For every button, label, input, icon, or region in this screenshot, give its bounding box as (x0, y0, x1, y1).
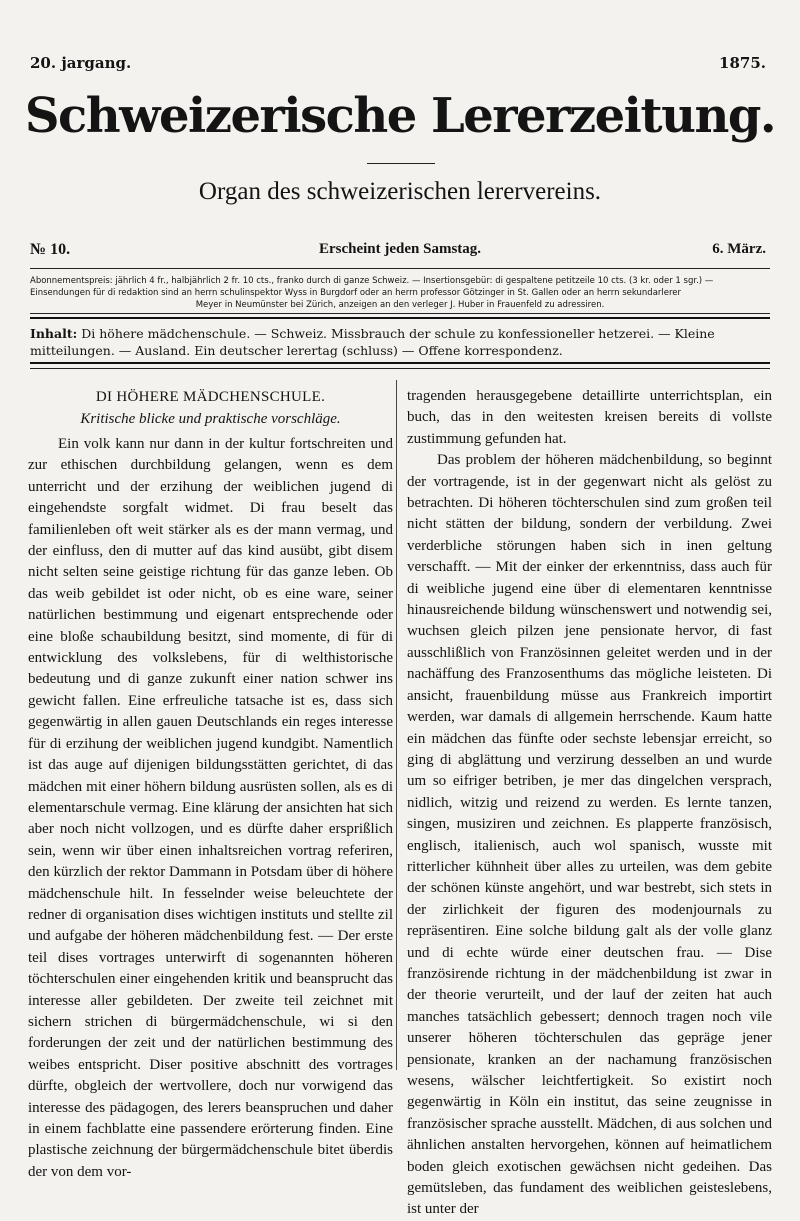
masthead-subtitle: Organ des schweizerischen lerervereins. (198, 178, 602, 205)
masthead-rule (367, 163, 435, 164)
article-title: DI HÖHERE MÄDCHENSCHULE. (95, 389, 326, 405)
contents-label: Inhalt: (30, 326, 78, 341)
subscription-line: Abonnementspreis: jährlich 4 fr., halbjährlich 2 fr. 10 cts., franko durch di ganze Schweiz. — Insertionsgebür: di gespaltene petitzeile 10 cts. (3 kr. oder 1 sgr.) — (30, 276, 714, 286)
subscription-line: Meyer in Neumünster bei Zürich, anzeigen an den verleger J. Huber in Frauenfeld zu adressiren. (195, 300, 605, 310)
paragraph: tragenden herausgegebene detaillirte unterrichtsplan, ein buch, das in den weitesten kreisen bereits di vollste zustimmung gefunden hat. (407, 388, 772, 447)
article-subtitle: Kritische blicke und praktische vorschläge. (80, 411, 341, 427)
table-of-contents (30, 325, 770, 359)
divider (30, 317, 770, 319)
issue-date: 6. März. (712, 241, 766, 257)
issue-number: № 10. (30, 241, 71, 258)
divider (30, 362, 770, 364)
column-right (407, 386, 772, 1221)
paragraph: Das problem der höheren mädchenbildung, so beginnt der vortragende, ist in der gegenwart nicht als gelöst zu betrachten. Di höheren töchterschulen sind zum großen teil nicht stätten der bildung, sondern der verbildung. Zwei verderbliche störungen haben sich in inen geltung verschafft. — Mit der einker der erkenntniss, dass auch für di weibliche jugend eine über di elementaren kenntnisse hinausreichende bildung wünschenswert und notwendig sei, wuchsen gleich pilzen jene pensionate hervor, di fast ausschlißlich von Französinnen geleitet werden und in der nachäffung des Franzosenthums das mögliche leisteten. Di ansicht, frauenbildung müsse aus Frankreich importirt werden, war damals di allgemein herrschende. Kaum hatte ein mädchen das fünfte oder sechste lebensjar erreicht, so ging di abglättung und verzirung desselben an und wurde um so eifriger betriben, je mer das dingelchen versprach, nidlich, witzig und reizend zu werden. Es lernte tanzen, singen, musiziren und zeichnen. Es plapperte französisch, englisch, italienisch, auch wol spanisch, wusste mit ritterlicher kühnheit über alles zu urteilen, was dem gebite der schönen künste angehört, und war bestrebt, sich stets in der zirlichkeit der figuren des modenjournals zu repräsentiren. Eine solche bildung galt als der volle glanz und di echte würde einer deutschen frau. — Dise französirende richtung in der mädchenbildung ist zwar in der theorie verurteilt, und der lauf der zeiten hat auch manches tatsächlich gebessert; dennoch tragen noch vile unserer höheren töchterschulen das gepräge jener pensionate, kranken an der nachamung französischen wesens, wälscher leichtfertigkeit. So existirt noch gegenwärtig in Köln ein institut, das seine zeugnisse in französischer sprache ausstellt. Mädchen, di aus solchen und ähnlichen anstalten hervorgehen, können auf heimatlichem boden gleich exotischen gewächsen nicht gedeihen. Das gemütsleben, das fundament des weiblichen geisteslebens, ist unter der (407, 452, 772, 1218)
column-divider (396, 380, 397, 1070)
paragraph: Ein volk kann nur dann in der kultur fortschreiten und zur ethischen durchbildung gelangen, wenn es dem unterricht und der erzihung der weiblichen jugend di eingehendste sorgfalt widmet. Di frau beselt das familienleben oft weit stärker als es der mann vermag, und der einfluss, den di mutter auf das kind ausübt, gibt disem nicht selten seine geistige richtung für das ganze leben. Ob das weib gebildet ist oder nicht, ob es eine ware, seiner natürlichen bestimmung und eigenart entsprechende oder eine bloße schaubildung besitzt, sind momente, di für di entwicklung des volkslebens, für di welthistorische bedeutung und di ganze zukunft einer nation schwer ins gewicht fallen. Eine erfreuliche tatsache ist es, dass sich gegenwärtig in allen gauen Deutschlands ein reges interesse für di erzihung der weiblichen jugend kundgibt. Namentlich ist das auge auf dijenigen bildungsstätten gerichtet, di das mädchen mit einer höhern bildung ausrüsten sollen, als es di elementarschule vermag. Eine klärung der ansichten hat sich aber noch nicht vollzogen, und es dürfte daher ersprißlich sein, wenn wir über einen inhaltsreichen vortrag referiren, den kürzlich der rektor Dammann in Potsdam über di höhere mädchenschule hilt. In fesselnder weise beleuchtete der redner di organisation dises wichtigen instituts und stellte zil und aufgabe der höheren mädchenbildung fest. — Der erste teil dises vortrages unterwirft di sogenannten höheren töchterschulen einer eingehenden kritik und beansprucht das interesse aller gebildeten. Der zweite teil zeichnet mit sichern strichen di bürgermädchenschule, wi si den forderungen der zeit und der natürlichen bestimmung des weibes entspricht. Diser positive abschnitt des vortrages dürfte, obgleich der wertvollere, doch nur vorwigend das interesse des pädagogen, des lerers beanspruchen und daher in einem fachblatte eine passendere erörterung finden. Eine plastische zeichnung der bürgermädchenschule bitet überdis der von dem vor- (28, 436, 393, 1180)
contents-text: Di höhere mädchenschule. — Schweiz. Missbrauch der schule zu konfessioneller hetzerei. — Kleine mitteilungen. — Ausland. Ein deutscher lerertag (schluss) — Offene korrespondenz. (30, 326, 715, 358)
year: 1875. (719, 54, 766, 72)
divider (30, 313, 770, 314)
publication-schedule: Erscheint jeden Samstag. (318, 241, 482, 257)
column-left (28, 386, 393, 1183)
divider (30, 368, 770, 369)
volume-number: 20. jargang. (30, 54, 132, 72)
masthead-title: Schweizerische Lererzeitung. (24, 88, 776, 144)
subscription-line: Einsendungen für di redaktion sind an herrn schulinspektor Wyss in Burgdorf oder an herrn professor Götzinger in St. Gallen oder an herrn sekundarlerer (30, 288, 682, 298)
subscription-info (30, 275, 770, 311)
divider (30, 268, 770, 269)
